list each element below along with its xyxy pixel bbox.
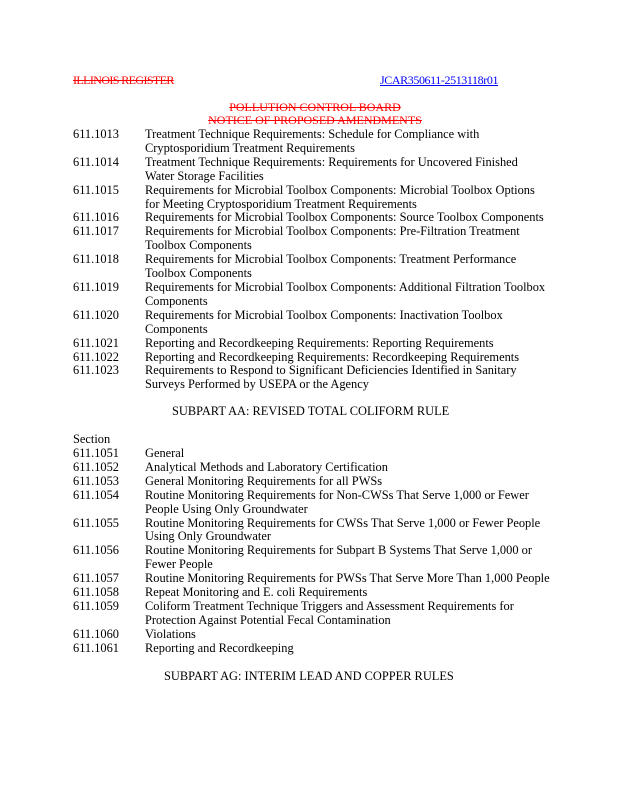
table-of-contents-part1 (73, 128, 603, 392)
section-number: 611.1061 (73, 640, 120, 655)
section-title: Routine Monitoring Requirements for CWSs That Serve 1,000 or Fewer People Using Only Groundwater (145, 515, 541, 544)
section-number: 611.1051 (73, 446, 120, 460)
section-number: 611.1018 (73, 252, 120, 267)
section-title: Reporting and Recordkeeping (145, 640, 294, 655)
section-number: 611.1016 (73, 210, 120, 225)
subpart-aa-heading: SUBPART AA: REVISED TOTAL COLIFORM RULE (172, 404, 450, 418)
section-title: Treatment Technique Requirements: Requirements for Uncovered Finished Water Storage Facilities (145, 154, 518, 183)
board-name: POLLUTION CONTROL BOARD (229, 100, 401, 114)
toc-row (73, 364, 603, 392)
subpart-ag-heading: SUBPART AG: INTERIM LEAD AND COPPER RULES (164, 669, 454, 683)
section-number: 611.1052 (73, 459, 120, 474)
section-number: 611.1053 (73, 473, 120, 488)
section-title: Requirements for Microbial Toolbox Components: Pre-Filtration Treatment Toolbox Components (145, 224, 520, 253)
toc-row (73, 253, 603, 281)
section-number: 611.1017 (73, 224, 120, 239)
toc-row (73, 642, 603, 656)
section-number: 611.1013 (73, 127, 120, 141)
section-title: Reporting and Recordkeeping Requirements: Recordkeeping Requirements (145, 349, 520, 364)
section-number: 611.1022 (73, 349, 120, 364)
section-column-label: Section (73, 432, 111, 446)
toc-row (73, 225, 603, 253)
section-number: 611.1058 (73, 585, 120, 600)
toc-row (73, 544, 603, 572)
toc-row (73, 337, 603, 351)
section-number: 611.1059 (73, 598, 120, 613)
toc-row (73, 489, 603, 517)
section-title: Routine Monitoring Requirements for Subpart B Systems That Serve 1,000 or Fewer People (145, 543, 532, 572)
toc-row (73, 128, 603, 156)
toc-row (73, 281, 603, 309)
section-number: 611.1057 (73, 571, 120, 586)
section-title: Routine Monitoring Requirements for PWSs That Serve More Than 1,000 People (145, 571, 550, 586)
section-title: Requirements to Respond to Significant Deficiencies Identified in Sanitary Surveys Performed by USEPA or the Agency (145, 363, 517, 392)
toc-row (73, 600, 603, 628)
section-title: Requirements for Microbial Toolbox Components: Source Toolbox Components (145, 210, 544, 225)
section-number: 611.1055 (73, 515, 120, 530)
toc-row (73, 475, 603, 489)
section-title: Analytical Methods and Laboratory Certification (145, 459, 388, 474)
section-number: 611.1056 (73, 543, 120, 558)
toc-row (73, 447, 603, 461)
section-title: Requirements for Microbial Toolbox Components: Inactivation Toolbox Components (145, 307, 503, 336)
table-of-contents-part2 (73, 447, 603, 656)
toc-row (73, 461, 603, 475)
toc-row (73, 309, 603, 337)
section-title: General Monitoring Requirements for all PWSs (145, 473, 383, 488)
toc-row (73, 211, 603, 225)
section-title: Routine Monitoring Requirements for Non-CWSs That Serve 1,000 or Fewer People Using Only Groundwater (145, 487, 529, 516)
toc-row (73, 586, 603, 600)
section-title: Requirements for Microbial Toolbox Components: Microbial Toolbox Options for Meeting Cryptosporidium Treatment Requirements (145, 182, 535, 211)
section-number: 611.1019 (73, 279, 120, 294)
toc-row (73, 351, 603, 365)
section-title: Requirements for Microbial Toolbox Components: Additional Filtration Toolbox Components (145, 279, 546, 308)
section-title: Requirements for Microbial Toolbox Components: Treatment Performance Toolbox Components (145, 252, 517, 281)
section-number: 611.1023 (73, 363, 120, 378)
section-number: 611.1014 (73, 154, 120, 169)
register-header: ILLINOIS REGISTER (73, 73, 174, 87)
section-title: Coliform Treatment Technique Triggers and Assessment Requirements for Protection Against Potential Fecal Contamination (145, 598, 514, 627)
section-number: 611.1020 (73, 307, 120, 322)
section-title: General (145, 446, 185, 460)
toc-row (73, 628, 603, 642)
notice-title: NOTICE OF PROPOSED AMENDMENTS (208, 113, 422, 127)
jcar-reference: JCAR350611-2513118r01 (380, 73, 499, 87)
section-title: Treatment Technique Requirements: Schedule for Compliance with Cryptosporidium Treatment Requirements (145, 127, 480, 155)
section-title: Reporting and Recordkeeping Requirements: Reporting Requirements (145, 335, 494, 350)
toc-row (73, 184, 603, 212)
toc-row (73, 517, 603, 545)
section-number: 611.1021 (73, 335, 120, 350)
section-number: 611.1054 (73, 487, 120, 502)
toc-row (73, 156, 603, 184)
section-number: 611.1015 (73, 182, 120, 197)
toc-row (73, 572, 603, 586)
section-title: Violations (145, 626, 196, 641)
section-title: Repeat Monitoring and E. coli Requirements (145, 585, 368, 600)
section-number: 611.1060 (73, 626, 120, 641)
